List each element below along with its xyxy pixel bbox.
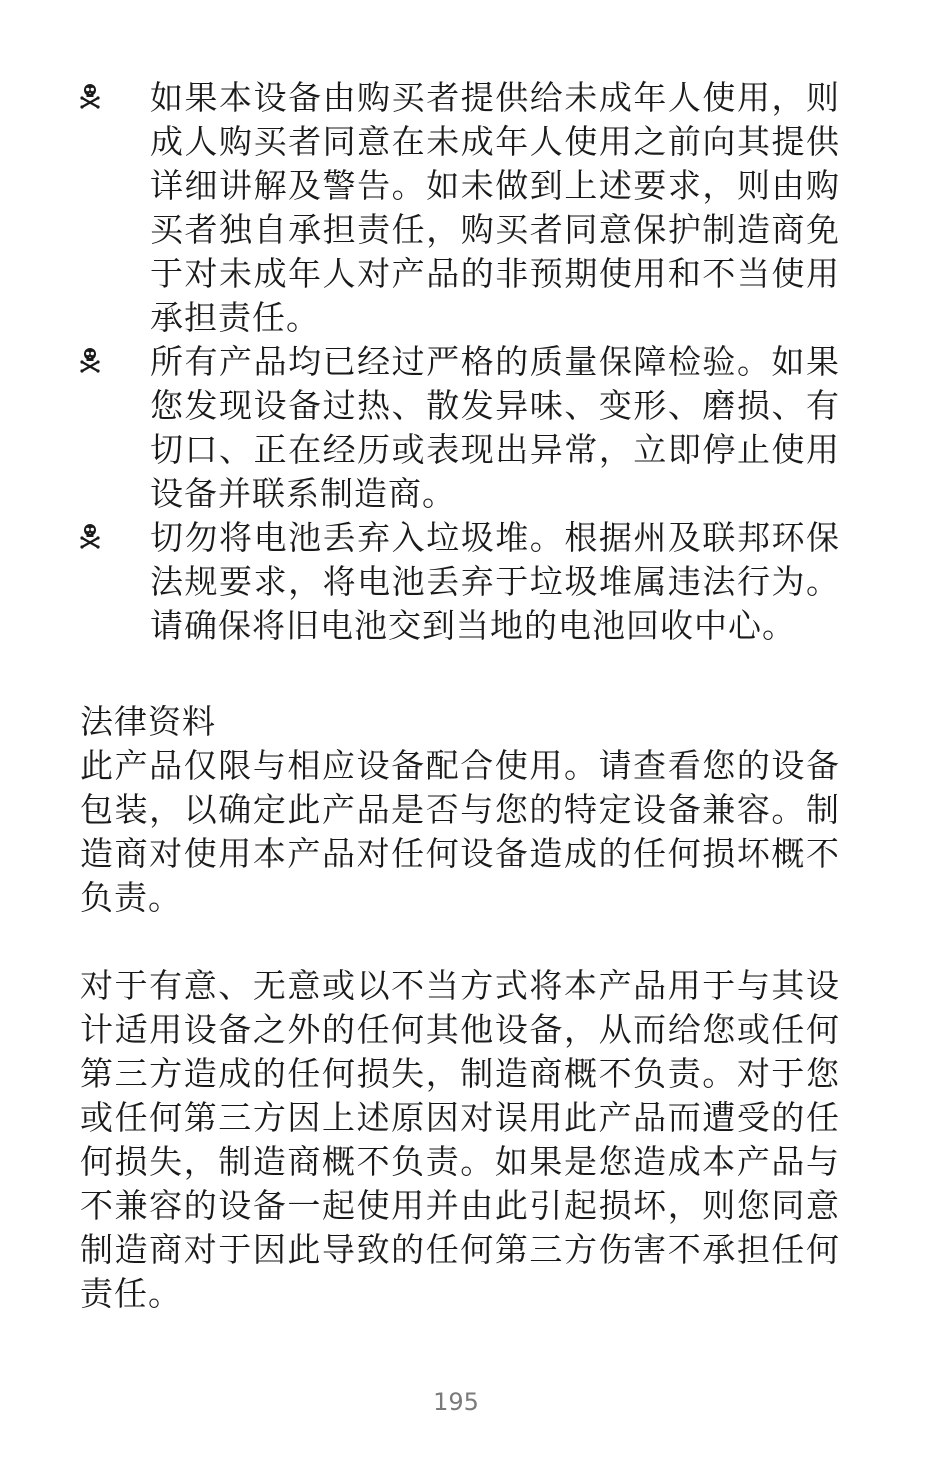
page-number: 195 xyxy=(433,1388,479,1416)
warning-item xyxy=(80,76,840,340)
page-content xyxy=(80,76,840,1316)
legal-paragraph: 此产品仅限与相应设备配合使用。请查看您的设备包装，以确定此产品是否与您的特定设备兼容。制造商对使用本产品对任何设备造成的任何损坏概不负责。 xyxy=(80,746,840,917)
skull-crossbones-icon xyxy=(80,347,100,373)
warning-text: 切勿将电池丢弃入垃圾堆。根据州及联邦环保法规要求，将电池丢弃于垃圾堆属违法行为。请确保将旧电池交到当地的电池回收中心。 xyxy=(150,518,840,645)
legal-section-title: 法律资料 xyxy=(80,702,216,741)
warning-list xyxy=(80,76,840,648)
warning-item xyxy=(80,516,840,648)
warning-item xyxy=(80,340,840,516)
legal-paragraph: 对于有意、无意或以不当方式将本产品用于与其设计适用设备之外的任何其他设备，从而给您或任何第三方造成的任何损失，制造商概不负责。对于您或任何第三方因上述原因对误用此产品而遭受的任何损失，制造商概不负责。如果是您造成本产品与不兼容的设备一起使用并由此引起损坏，则您同意制造商对于因此导致的任何第三方伤害不承担任何责任。 xyxy=(80,966,840,1313)
skull-crossbones-icon xyxy=(80,83,100,109)
warning-text: 所有产品均已经过严格的质量保障检验。如果您发现设备过热、散发异味、变形、磨损、有切口、正在经历或表现出异常，立即停止使用设备并联系制造商。 xyxy=(150,342,840,513)
warning-text: 如果本设备由购买者提供给未成年人使用，则成人购买者同意在未成年人使用之前向其提供详细讲解及警告。如未做到上述要求，则由购买者独自承担责任，购买者同意保护制造商免于对未成年人对产品的非预期使用和不当使用承担责任。 xyxy=(150,78,840,337)
skull-crossbones-icon xyxy=(80,523,100,549)
